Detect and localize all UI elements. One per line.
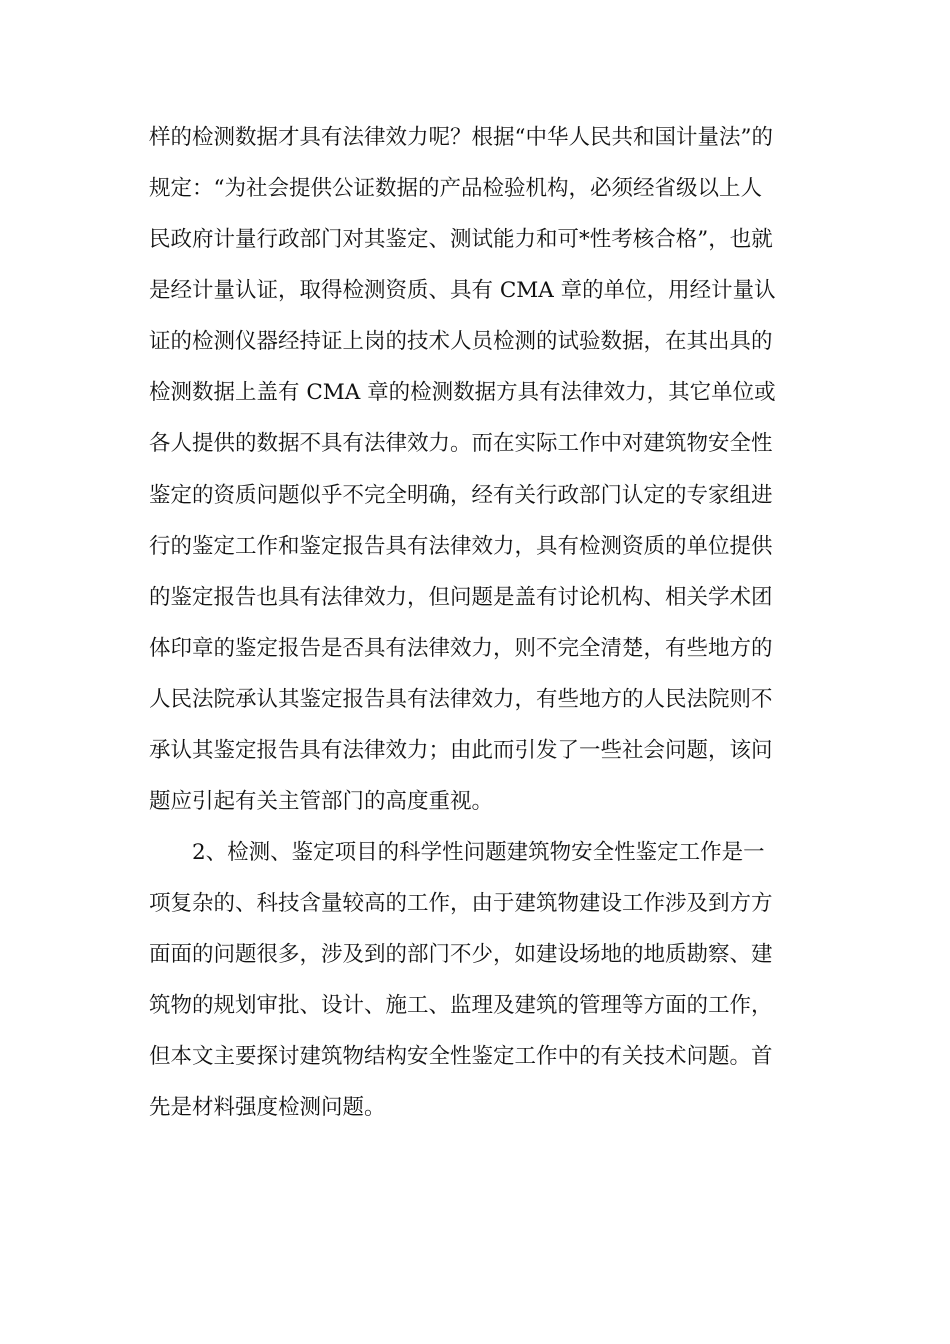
text-line: 题应引起有关主管部门的高度重视。: [149, 789, 494, 814]
text-line: 检测数据上盖有 CMA 章的检测数据方具有法律效力，其它单位或: [149, 380, 776, 405]
text-line: 样的检测数据才具有法律效力呢？根据“中华人民共和国计量法”的: [149, 125, 773, 150]
text-line: 先是材料强度检测问题。: [149, 1095, 386, 1120]
text-line: 的鉴定报告也具有法律效力，但问题是盖有讨论机构、相关学术团: [149, 585, 773, 610]
text-line: 行的鉴定工作和鉴定报告具有法律效力，具有检测资质的单位提供: [149, 534, 773, 559]
text-line: 项复杂的、科技含量较高的工作，由于建筑物建设工作涉及到方方: [149, 891, 773, 916]
text-line: 是经计量认证，取得检测资质、具有 CMA 章的单位，用经计量认: [149, 278, 776, 303]
paragraph-first-line: 2、检测、鉴定项目的科学性问题建筑物安全性鉴定工作是一: [192, 840, 765, 865]
text-line: 鉴定的资质问题似乎不完全明确，经有关行政部门认定的专家组进: [149, 483, 773, 508]
text-line: 规定：“为社会提供公证数据的产品检验机构，必须经省级以上人: [149, 176, 762, 201]
text-line: 民政府计量行政部门对其鉴定、测试能力和可*性考核合格”，也就: [149, 227, 773, 252]
text-line: 面面的问题很多，涉及到的部门不少，如建设场地的地质勘察、建: [149, 942, 773, 967]
text-line: 各人提供的数据不具有法律效力。而在实际工作中对建筑物安全性: [149, 431, 773, 456]
text-line: 人民法院承认其鉴定报告具有法律效力，有些地方的人民法院则不: [149, 687, 773, 712]
text-line: 筑物的规划审批、设计、施工、监理及建筑的管理等方面的工作，: [149, 993, 773, 1018]
text-line: 承认其鉴定报告具有法律效力；由此而引发了一些社会问题，该问: [149, 738, 773, 763]
text-line: 体印章的鉴定报告是否具有法律效力，则不完全清楚，有些地方的: [149, 636, 773, 661]
text-line: 但本文主要探讨建筑物结构安全性鉴定工作中的有关技术问题。首: [149, 1044, 773, 1069]
text-line: 证的检测仪器经持证上岗的技术人员检测的试验数据，在其出具的: [149, 329, 773, 354]
